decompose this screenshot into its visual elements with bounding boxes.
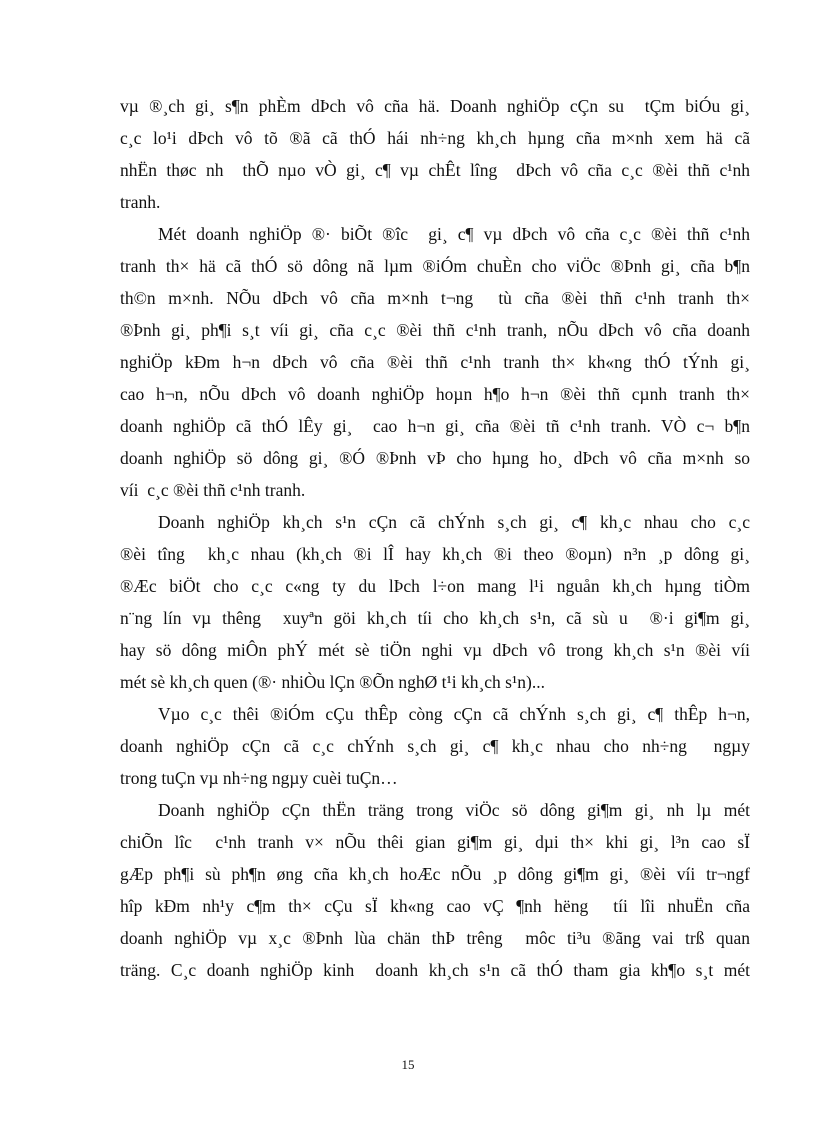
- text-line: doanh nghiÖp sö dông gi¸ ®Ó ®Þnh vÞ cho hµng ho¸ dÞch vô cña m×nh so: [120, 448, 750, 468]
- text-line: gÆp ph¶i sù ph¶n øng cña kh¸ch hoÆc nÕu ¸p dông gi¶m gi¸ ®èi víi tr¬ngf: [120, 864, 750, 884]
- text-line: chiÕn lîc c¹nh tranh v× nÕu thêi gian gi¶m gi¸ dµi th× khi gi¸ l³n cao sÏ: [120, 832, 750, 852]
- text-line: th©n m×nh. NÕu dÞch vô cña m×nh t¬ng tù cña ®èi thñ c¹nh tranh th×: [120, 288, 750, 308]
- body-text: [120, 90, 750, 986]
- text-line: nhËn thøc nh thÕ nµo vÒ gi¸ c¶ vµ chÊt lîng dÞch vô cña c¸c ®èi thñ c¹nh: [120, 160, 750, 180]
- text-line: ®èi tîng kh¸c nhau (kh¸ch ®i lÎ hay kh¸ch ®i theo ®oµn) n³n ¸p dông gi¸: [120, 544, 750, 564]
- text-line: hay sö dông miÔn phÝ mét sè tiÖn nghi vµ dÞch vô trong kh¸ch s¹n ®èi víi: [120, 640, 750, 660]
- page-number: 15: [401, 1057, 415, 1072]
- text-line: mét sè kh¸ch quen (®· nhiÒu lÇn ®Õn nghØ t¹i kh¸ch s¹n)...: [120, 672, 545, 692]
- text-line: Mét doanh nghiÖp ®· biÕt ®îc gi¸ c¶ vµ dÞch vô cña c¸c ®èi thñ c¹nh: [158, 224, 750, 244]
- text-line: víi c¸c ®èi thñ c¹nh tranh.: [120, 480, 306, 500]
- text-line: c¸c lo¹i dÞch vô tõ ®ã cã thÓ hái nh÷ng kh¸ch hµng cña m×nh xem hä cã: [120, 128, 750, 148]
- text-line: cao h¬n, nÕu dÞch vô doanh nghiÖp hoµn h¶o h¬n ®èi thñ cµnh tranh th×: [120, 384, 750, 404]
- text-line: n¨ng lín vµ thêng xuyªn göi kh¸ch tíi cho kh¸ch s¹n, cã sù u ®·i gi¶m gi¸: [120, 608, 750, 628]
- text-line: Doanh nghiÖp kh¸ch s¹n cÇn cã chÝnh s¸ch gi¸ c¶ kh¸c nhau cho c¸c: [158, 512, 750, 532]
- text-line: träng. C¸c doanh nghiÖp kinh doanh kh¸ch s¹n cã thÓ tham gia kh¶o s¸t mét: [120, 960, 750, 980]
- text-line: doanh nghiÖp cã thÓ lÊy gi¸ cao h¬n gi¸ cña ®èi tñ c¹nh tranh. VÒ c¬ b¶n: [120, 416, 750, 436]
- text-line: vµ ®¸ch gi¸ s¶n phÈm dÞch vô cña hä. Doanh nghiÖp cÇn su tÇm biÓu gi¸: [120, 96, 750, 116]
- text-line: ®Þnh gi¸ ph¶i s¸t víi gi¸ cña c¸c ®èi thñ c¹nh tranh, nÕu dÞch vô cña doanh: [120, 320, 750, 340]
- text-line: nghiÖp kÐm h¬n dÞch vô cña ®èi thñ c¹nh tranh th× kh«ng thÓ tÝnh gi¸: [120, 352, 750, 372]
- text-line: Doanh nghiÖp cÇn thËn träng trong viÖc sö dông gi¶m gi¸ nh lµ mét: [158, 800, 750, 820]
- text-line: doanh nghiÖp cÇn cã c¸c chÝnh s¸ch gi¸ c¶ kh¸c nhau cho nh÷ng ngµy: [120, 736, 750, 756]
- text-line: trong tuÇn vµ nh÷ng ngµy cuèi tuÇn…: [120, 768, 398, 788]
- text-line: tranh th× hä cã thÓ sö dông nã lµm ®iÓm chuÈn cho viÖc ®Þnh gi¸ cña b¶n: [120, 256, 750, 276]
- text-line: doanh nghiÖp vµ x¸c ®Þnh lùa chän thÞ trêng môc ti³u ®ãng vai trß quan: [120, 928, 750, 948]
- text-line: tranh.: [120, 192, 161, 212]
- text-line: hîp kÐm nh¹y c¶m th× cÇu sÏ kh«ng cao vÇ ¶nh hëng tíi lîi nhuËn cña: [120, 896, 750, 916]
- text-line: ®Æc biÖt cho c¸c c«ng ty du lÞch l÷on mang l¹i nguån kh¸ch hµng tiÒm: [120, 576, 750, 596]
- text-line: Vµo c¸c thêi ®iÓm cÇu thÊp còng cÇn cã chÝnh s¸ch gi¸ c¶ thÊp h¬n,: [158, 704, 750, 724]
